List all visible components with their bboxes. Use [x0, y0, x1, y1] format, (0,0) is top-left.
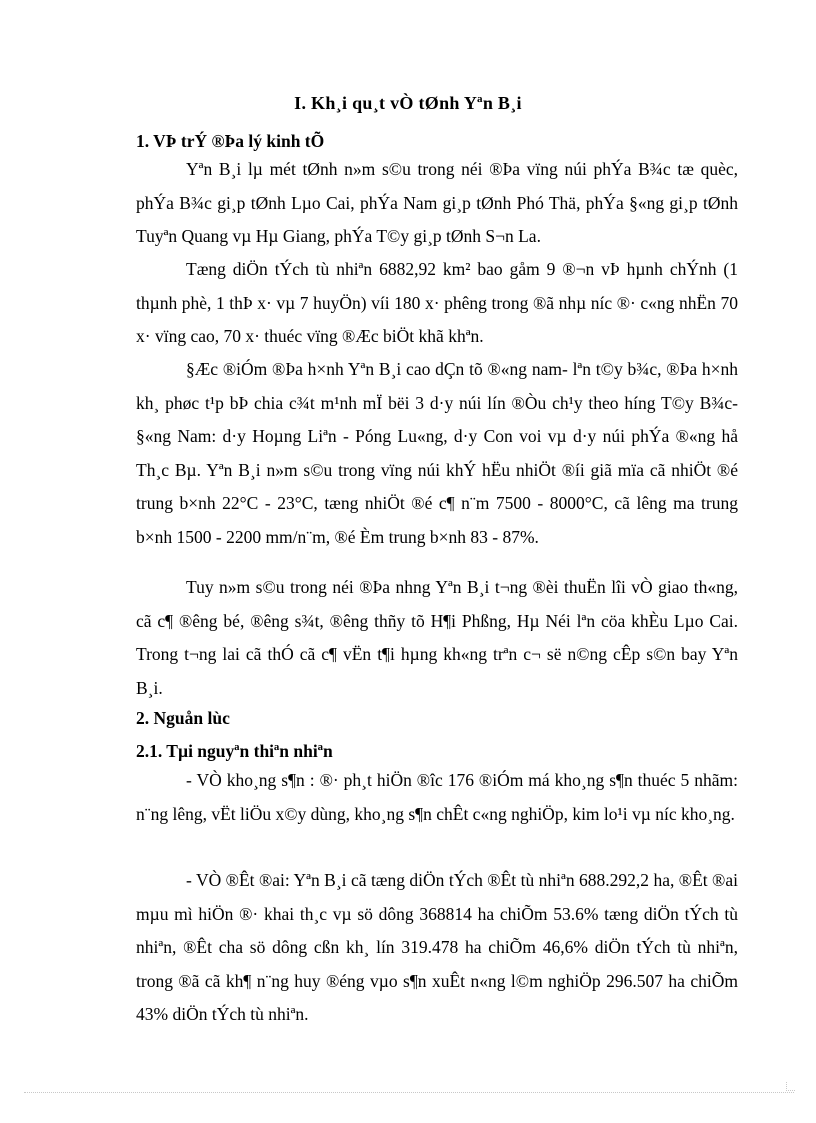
paragraph-area: Tæng diÖn tÝch tù nhiªn 6882,92 km² bao gåm 9 ®¬n vÞ hµnh chÝnh (1 thµnh phè, 1 thÞ x· vµ 7 huyÖn) víi 180 x· phêng trong ®ã nhµ níc ®· c«ng nhËn 70 x· vïng cao, 70 x· thuéc vïng ®Æc biÖt khã khªn. [136, 259, 738, 346]
section-heading-resources: 2. Nguån lùc [136, 708, 230, 728]
paragraph-minerals: - VÒ kho¸ng s¶n : ®· ph¸t hiÖn ®îc 176 ®iÓm má kho¸ng s¶n thuéc 5 nhãm: n¨ng lêng, vËt liÖu x©y dùng, kho¸ng s¶n chÊt c«ng nghiÖp, kim lo¹i vµ níc kho¸ng. [136, 770, 738, 824]
paragraph-terrain-climate: §Æc ®iÓm ®Þa h×nh Yªn B¸i cao dÇn tõ ®«ng nam- lªn t©y b¾c, ®Þa h×nh kh¸ phøc t¹p bÞ chia c¾t m¹nh mÏ bëi 3 d·y núi lín ®Òu ch¹y theo híng T©y B¾c- §«ng Nam: d·y Hoµng Liªn - Póng Lu«ng, d·y Con voi vµ d·y núi phÝa ®«ng hå Th¸c Bµ. Yªn B¸i n»m s©u trong vïng núi khÝ hËu nhiÖt ®íi giã mïa cã nhiÖt ®é trung b×nh 22°C - 23°C, tæng nhiÖt ®é c¶ n¨m 7500 - 8000°C, cã lêng ma trung b×nh 1500 - 2200 mm/n¨m, ®é Èm trung b×nh 83 - 87%. [136, 359, 738, 547]
paragraph-land: - VÒ ®Êt ®ai: Yªn B¸i cã tæng diÖn tÝch ®Êt tù nhiªn 688.292,2 ha, ®Êt ®ai mµu mì hiÖn ®· khai th¸c vµ sö dông 368814 ha chiÕm 53.6% tæng diÖn tÝch tù nhiªn, ®Êt cha sö dông cßn kh¸ lín 319.478 ha chiÕm 46,6% diÖn tÝch tù nhiªn, trong ®ã cã kh¶ n¨ng huy ®éng vµo s¶n xuÊt n«ng l©m nghiÖp 296.507 ha chiÕm 43% diÖn tÝch tù nhiªn. [136, 870, 738, 1024]
subsection-heading-natural-resources: 2.1. Tµi nguyªn thiªn nhiªn [136, 741, 333, 761]
paragraph-transport: Tuy n»m s©u trong néi ®Þa nhng Yªn B¸i t¬ng ®èi thuËn lîi vÒ giao th«ng, cã c¶ ®êng bé, ®êng s¾t, ®êng thñy tõ H¶i Phßng, Hµ Néi lªn cöa khÈu Lµo Cai. Trong t¬ng lai cã thÓ cã c¶ vËn t¶i hµng kh«ng trªn c¬ së n©ng cÊp s©n bay Yªn B¸i. [136, 577, 738, 698]
page-bottom-border [24, 1092, 794, 1093]
page-corner-mark [786, 1082, 795, 1091]
section-heading-location: 1. VÞ trÝ ®Þa lý kinh tÕ [136, 131, 325, 151]
paragraph-location: Yªn B¸i lµ mét tØnh n»m s©u trong néi ®Þa vïng núi phÝa B¾c tæ quèc, phÝa B¾c gi¸p tØnh Lµo Cai, phÝa Nam gi¸p tØnh Phó Thä, phÝa §«ng gi¸p tØnh Tuyªn Quang vµ Hµ Giang, phÝa T©y gi¸p tØnh S¬n La. [136, 159, 738, 246]
document-title: I. Kh¸i qu¸t vÒ tØnh Yªn B¸i [294, 93, 522, 113]
